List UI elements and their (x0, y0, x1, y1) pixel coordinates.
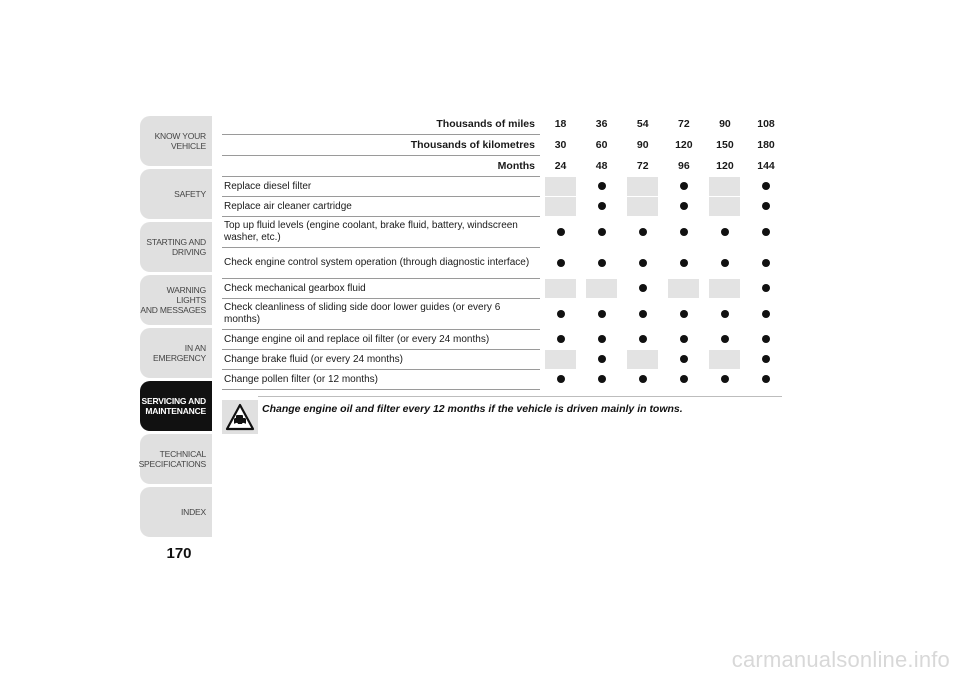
schedule-cell (663, 350, 704, 370)
schedule-cell (581, 197, 622, 217)
schedule-cell (540, 279, 581, 299)
scheduled-dot-icon (557, 228, 565, 236)
schedule-cell-box (751, 350, 782, 370)
side-tab-4[interactable] (140, 328, 212, 378)
scheduled-dot-icon (762, 310, 770, 318)
schedule-cell-box (709, 248, 740, 279)
schedule-cell-box (545, 350, 576, 370)
interval-value: 54 (636, 118, 649, 131)
schedule-cell (663, 217, 704, 248)
schedule-cell (540, 350, 581, 370)
schedule-cell-box (586, 330, 617, 350)
scheduled-dot-icon (680, 335, 688, 343)
schedule-cell-box (751, 197, 782, 217)
maintenance-note: Change engine oil and filter every 12 months if the vehicle is driven mainly in towns. (262, 403, 683, 415)
operation-label: Replace diesel filter (222, 177, 540, 197)
schedule-cell (745, 330, 786, 350)
schedule-cell (581, 279, 622, 299)
schedule-cell-box (627, 299, 658, 330)
schedule-cell (663, 330, 704, 350)
scheduled-dot-icon (598, 259, 606, 267)
interval-value: 36 (595, 118, 608, 131)
schedule-cell-box (627, 217, 658, 248)
scheduled-dot-icon (598, 202, 606, 210)
schedule-cell (704, 248, 745, 279)
schedule-cell (622, 279, 663, 299)
schedule-cell (622, 330, 663, 350)
schedule-cell-box (709, 350, 740, 370)
operation-label: Change engine oil and replace oil filter (or every 24 months) (222, 330, 540, 350)
operation-label: Change pollen filter (or 12 months) (222, 370, 540, 390)
schedule-cell (745, 299, 786, 330)
table-row (222, 299, 787, 330)
operation-label: Top up fluid levels (engine coolant, brake fluid, battery, windscreen washer, etc.) (222, 217, 540, 248)
schedule-cell (663, 177, 704, 197)
header-row (222, 156, 787, 177)
scheduled-dot-icon (639, 228, 647, 236)
scheduled-dot-icon (598, 182, 606, 190)
scheduled-dot-icon (721, 228, 729, 236)
side-tab-label: WARNING LIGHTS AND MESSAGES (140, 285, 206, 315)
schedule-cell (581, 350, 622, 370)
table-row (222, 350, 787, 370)
scheduled-dot-icon (680, 375, 688, 383)
schedule-cell (704, 299, 745, 330)
schedule-cell-box (627, 177, 658, 197)
schedule-cell (745, 177, 786, 197)
schedule-cell-box (668, 197, 699, 217)
schedule-cell (581, 370, 622, 390)
schedule-cell (704, 350, 745, 370)
schedule-cell (704, 330, 745, 350)
schedule-cell-box (586, 177, 617, 197)
schedule-cell-box (627, 370, 658, 390)
schedule-cell-box (751, 177, 782, 197)
schedule-cell-box (668, 248, 699, 279)
side-tab-1[interactable] (140, 169, 212, 219)
side-navigation (140, 116, 212, 540)
side-tab-label: SAFETY (174, 189, 206, 199)
table-row (222, 197, 787, 217)
scheduled-dot-icon (557, 335, 565, 343)
schedule-cell (540, 177, 581, 197)
schedule-cell-box (545, 248, 576, 279)
scheduled-dot-icon (598, 355, 606, 363)
schedule-cell-box (751, 279, 782, 299)
schedule-cell (704, 217, 745, 248)
side-tab-label: KNOW YOUR VEHICLE (154, 131, 206, 151)
schedule-cell-box (545, 299, 576, 330)
scheduled-dot-icon (762, 355, 770, 363)
header-label: Thousands of kilometres (222, 135, 540, 156)
scheduled-dot-icon (639, 335, 647, 343)
schedule-cell (745, 279, 786, 299)
interval-value: 72 (636, 160, 649, 172)
header-label: Months (222, 156, 540, 177)
schedule-cell-box (709, 330, 740, 350)
schedule-cell (663, 279, 704, 299)
side-tab-3[interactable] (140, 275, 212, 325)
schedule-cell-box (586, 299, 617, 330)
scheduled-dot-icon (557, 310, 565, 318)
interval-value: 120 (716, 160, 734, 172)
schedule-cell (540, 299, 581, 330)
schedule-cell (745, 197, 786, 217)
schedule-cell (581, 177, 622, 197)
operation-label: Check mechanical gearbox fluid (222, 279, 540, 299)
schedule-cell (540, 217, 581, 248)
schedule-cell (622, 177, 663, 197)
schedule-cell (622, 370, 663, 390)
side-tab-label: SERVICING AND MAINTENANCE (141, 396, 206, 416)
schedule-cell-box (627, 330, 658, 350)
schedule-cell-box (586, 370, 617, 390)
side-tab-label: INDEX (181, 507, 206, 517)
schedule-cell (745, 217, 786, 248)
schedule-cell-box (709, 279, 740, 299)
interval-value: 96 (677, 160, 690, 172)
scheduled-dot-icon (639, 310, 647, 318)
schedule-cell (581, 330, 622, 350)
interval-value: 48 (595, 160, 608, 172)
schedule-cell-box (545, 370, 576, 390)
schedule-cell-box (586, 217, 617, 248)
schedule-cell (581, 248, 622, 279)
header-row (222, 114, 787, 135)
schedule-cell (581, 217, 622, 248)
table-divider (258, 396, 782, 397)
schedule-cell-box (627, 197, 658, 217)
scheduled-dot-icon (762, 284, 770, 292)
side-tab-6[interactable] (140, 434, 212, 484)
schedule-cell-box (545, 279, 576, 299)
schedule-cell (540, 197, 581, 217)
side-tab-5[interactable] (140, 381, 212, 431)
schedule-cell (622, 197, 663, 217)
operation-label: Check cleanliness of sliding side door lower guides (or every 6 months) (222, 299, 540, 330)
schedule-cell-box (586, 279, 617, 299)
scheduled-dot-icon (598, 310, 606, 318)
scheduled-dot-icon (721, 375, 729, 383)
scheduled-dot-icon (762, 259, 770, 267)
schedule-cell-box (586, 197, 617, 217)
schedule-cell-box (668, 217, 699, 248)
schedule-cell-box (751, 299, 782, 330)
schedule-cell-box (751, 330, 782, 350)
schedule-cell (540, 370, 581, 390)
side-tab-7[interactable] (140, 487, 212, 537)
interval-value: 120 (675, 139, 693, 151)
schedule-cell-box (627, 279, 658, 299)
schedule-cell-box (668, 330, 699, 350)
schedule-cell (663, 370, 704, 390)
schedule-cell (704, 279, 745, 299)
scheduled-dot-icon (721, 310, 729, 318)
scheduled-dot-icon (639, 375, 647, 383)
side-tab-label: IN AN EMERGENCY (153, 343, 206, 363)
scheduled-dot-icon (598, 335, 606, 343)
schedule-cell (622, 248, 663, 279)
schedule-cell-box (627, 350, 658, 370)
warning-triangle-icon (222, 400, 258, 434)
schedule-cell-box (709, 197, 740, 217)
schedule-cell-box (709, 370, 740, 390)
schedule-cell (540, 330, 581, 350)
scheduled-dot-icon (762, 202, 770, 210)
schedule-cell-box (751, 217, 782, 248)
scheduled-dot-icon (680, 259, 688, 267)
side-tab-0[interactable] (140, 116, 212, 166)
scheduled-dot-icon (680, 202, 688, 210)
schedule-cell (663, 248, 704, 279)
side-tab-label: TECHNICAL SPECIFICATIONS (138, 449, 206, 469)
schedule-cell-box (668, 370, 699, 390)
scheduled-dot-icon (557, 375, 565, 383)
schedule-cell-box (668, 177, 699, 197)
schedule-cell (704, 370, 745, 390)
side-tab-label: STARTING AND DRIVING (146, 237, 206, 257)
schedule-cell (663, 299, 704, 330)
schedule-cell (704, 197, 745, 217)
schedule-cell-box (586, 248, 617, 279)
scheduled-dot-icon (639, 259, 647, 267)
header-label: Thousands of miles (222, 114, 540, 135)
scheduled-dot-icon (721, 335, 729, 343)
table-row (222, 370, 787, 390)
scheduled-dot-icon (680, 310, 688, 318)
operation-label: Replace air cleaner cartridge (222, 197, 540, 217)
maintenance-schedule-table (222, 114, 787, 390)
interval-value: 180 (757, 139, 775, 151)
scheduled-dot-icon (680, 355, 688, 363)
schedule-cell-box (709, 177, 740, 197)
interval-value: 24 (554, 160, 567, 172)
schedule-cell (745, 350, 786, 370)
schedule-cell (622, 350, 663, 370)
watermark: carmanualsonline.info (731, 647, 950, 672)
schedule-cell-box (709, 217, 740, 248)
schedule-cell-box (545, 177, 576, 197)
schedule-cell-box (545, 330, 576, 350)
schedule-cell-box (545, 217, 576, 248)
table-row (222, 248, 787, 279)
schedule-cell (622, 217, 663, 248)
page-number: 170 (166, 545, 192, 562)
schedule-cell-box (709, 299, 740, 330)
scheduled-dot-icon (680, 228, 688, 236)
interval-value: 108 (757, 118, 775, 131)
schedule-cell (745, 248, 786, 279)
scheduled-dot-icon (557, 259, 565, 267)
interval-value: 90 (636, 139, 649, 151)
scheduled-dot-icon (680, 182, 688, 190)
scheduled-dot-icon (762, 335, 770, 343)
scheduled-dot-icon (721, 259, 729, 267)
schedule-cell-box (668, 279, 699, 299)
table-row (222, 330, 787, 350)
schedule-cell-box (668, 350, 699, 370)
schedule-cell (745, 370, 786, 390)
interval-value: 90 (719, 118, 731, 131)
schedule-cell-box (586, 350, 617, 370)
interval-value: 144 (757, 160, 775, 172)
header-row (222, 135, 787, 156)
table-row (222, 177, 787, 197)
scheduled-dot-icon (762, 375, 770, 383)
interval-value: 150 (716, 139, 734, 151)
schedule-cell (663, 197, 704, 217)
schedule-cell (704, 177, 745, 197)
scheduled-dot-icon (762, 228, 770, 236)
schedule-cell-box (751, 248, 782, 279)
scheduled-dot-icon (762, 182, 770, 190)
interval-value: 30 (554, 139, 567, 151)
schedule-cell-box (668, 299, 699, 330)
table-row (222, 279, 787, 299)
schedule-cell (581, 299, 622, 330)
schedule-cell (540, 248, 581, 279)
scheduled-dot-icon (598, 375, 606, 383)
schedule-cell (622, 299, 663, 330)
schedule-cell-box (751, 370, 782, 390)
scheduled-dot-icon (598, 228, 606, 236)
interval-value: 18 (554, 118, 567, 131)
operation-label: Check engine control system operation (through diagnostic interface) (222, 248, 540, 279)
scheduled-dot-icon (639, 284, 647, 292)
schedule-cell-box (545, 197, 576, 217)
interval-value: 72 (677, 118, 690, 131)
side-tab-2[interactable] (140, 222, 212, 272)
operation-label: Change brake fluid (or every 24 months) (222, 350, 540, 370)
table-row (222, 217, 787, 248)
schedule-cell-box (627, 248, 658, 279)
interval-value: 60 (595, 139, 608, 151)
